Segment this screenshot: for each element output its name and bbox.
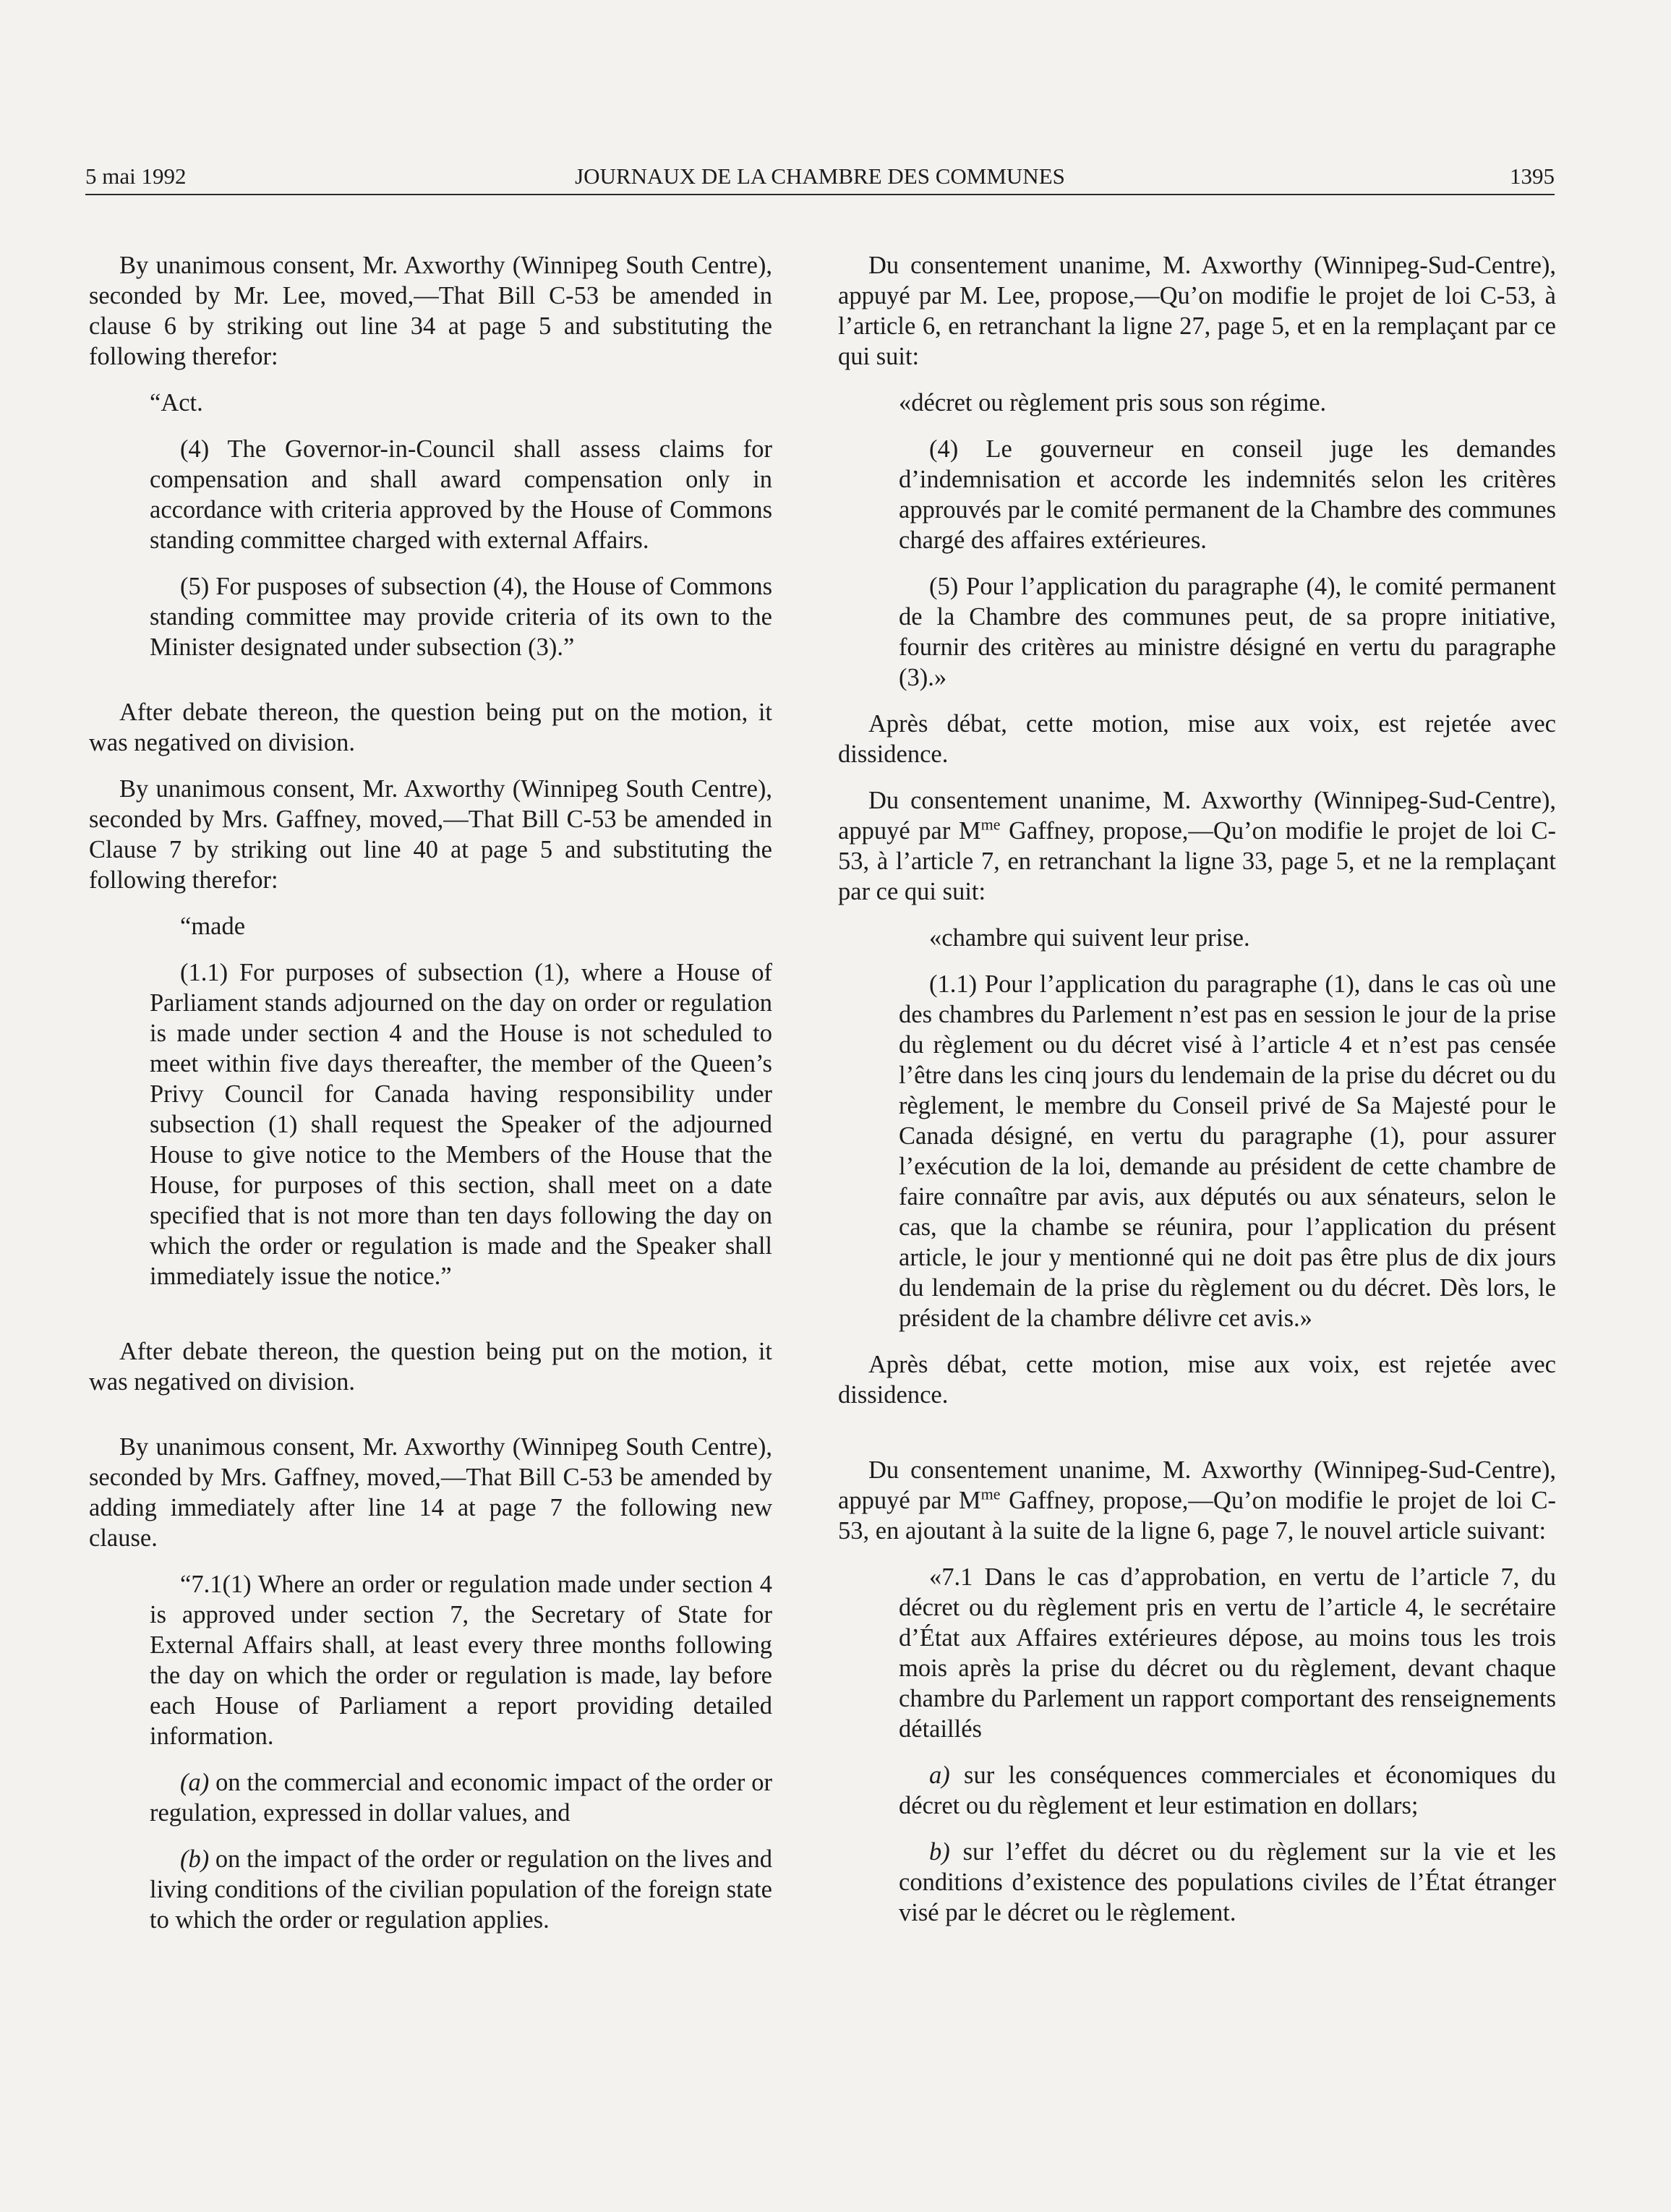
motion-2-subsection-1-1-fr: (1.1) Pour l’application du paragraphe (1), dans le cas où une des chambres du Parlement n’est pas en session le jour de la prise du règlement ou du décret visé à l’article 4 et n’est pas censée l’être dans les cinq jours du lendemain de la prise du décret ou du règlement, le membre du Conseil privé de Sa Majesté pour le Canada désigné, en vertu du paragraphe (1), pour assurer l’exécution de la loi, demande au président de cette chambre de faire connaître par avis, aux députés ou aux sénateurs, selon le cas, que la chambe se réunira, pour l’application du présent article, le jour y mentionné qui ne doit pas être plus de dix jours du lendemain de la prise du règlement ou du décret. Dès lors, le président de la chambre délivre cet avis.» — [899, 970, 1556, 1332]
header-date: 5 mai 1992 — [85, 163, 187, 189]
motion-2-quote-start: “made — [180, 913, 246, 940]
motion-3-paragraph-a-fr: a) sur les conséquences commerciales et économiques du décret ou du règlement et leur estimation en dollars; — [899, 1762, 1556, 1819]
motion-3-clause-fr: «7.1 Dans le cas d’approbation, en vertu de l’article 7, du décret ou du règlement pris en vertu de l’article 4, le secrétaire d’État aux Affaires extérieures dépose, au moins tous les trois mois après la prise du décret ou du règlement, devant chaque chambre du Parlement un rapport comportant des renseignements détaillés — [899, 1563, 1556, 1743]
header-title: JOURNAUX DE LA CHAMBRE DES COMMUNES — [575, 163, 1065, 189]
motion-3-intro: By unanimous consent, Mr. Axworthy (Winnipeg South Centre), seconded by Mrs. Gaffney, moved,—That Bill C-53 be amended by adding immediately after line 14 at page 7 the following new clause. — [89, 1433, 772, 1552]
motion-3-intro-fr: Du consentement unanime, M. Axworthy (Winnipeg-Sud-Centre), appuyé par $M^{me}$ Gaffney, propose,—Qu’on modifie le projet de loi C-53, en ajoutant à la suite de la ligne 6, page 7, le nouvel article suivant: — [838, 1456, 1556, 1545]
page-number: 1395 — [1510, 163, 1555, 189]
motion-2-subsection-1-1: (1.1) For purposes of subsection (1), where a House of Parliament stands adjourned on the day on order or regulation is made under section 4 and the House is not scheduled to meet within five days thereafter, the member of the Queen’s Privy Council for Canada having responsibility under subsection (1) shall request the Speaker of the adjourned House to give notice to the Members of the House that the House, for purposes of this section, shall meet on a date specified that is not more than ten days following the day on which the order or regulation is made and the Speaker shall immediately issue the notice.” — [150, 959, 772, 1290]
motion-3-paragraph-b: (b) on the impact of the order or regulation on the lives and living conditions of the civilian population of the foreign state to which the order or regulation applies. — [150, 1845, 772, 1934]
motion-1-quote-start: “Act. — [150, 389, 203, 417]
motion-1-subsection-5: (5) For pusposes of subsection (4), the House of Commons standing committee may provide criteria of its own to the Minister designated under subsection (3).” — [150, 573, 772, 661]
motion-1-subsection-4: (4) The Governor-in-Council shall assess claims for compensation and shall award compensation only in accordance with criteria approved by the House of Commons standing committee charged with external Affairs. — [150, 435, 772, 554]
motion-1-quote-start-fr: «décret ou règlement pris sous son régime. — [899, 389, 1327, 417]
header-rule — [85, 194, 1555, 195]
motion-3-clause: “7.1(1) Where an order or regulation made under section 4 is approved under section 7, the Secretary of State for External Affairs shall, at least every three months following the day on which the order or regulation is made, lay before each House of Parliament a report providing detailed information. — [150, 1571, 772, 1750]
motion-2-quote-start-fr: «chambre qui suivent leur prise. — [929, 924, 1250, 952]
running-header — [85, 162, 1555, 191]
motion-1-intro-fr: Du consentement unanime, M. Axworthy (Winnipeg-Sud-Centre), appuyé par M. Lee, propose,—Qu’on modifie le projet de loi C-53, à l’article 6, en retranchant la ligne 27, page 5, et en la remplaçant par ce qui suit: — [838, 252, 1556, 370]
motion-2-intro: By unanimous consent, Mr. Axworthy (Winnipeg South Centre), seconded by Mrs. Gaffney, moved,—That Bill C-53 be amended in Clause 7 by striking out line 40 at page 5 and substituting the following therefor: — [89, 775, 772, 894]
motion-1-subsection-5-fr: (5) Pour l’application du paragraphe (4), le comité permanent de la Chambre des communes peut, de sa propre initiative, fournir des critères au ministre désigné en vertu du paragraphe (3).» — [899, 573, 1556, 691]
motion-1-intro: By unanimous consent, Mr. Axworthy (Winnipeg South Centre), seconded by Mr. Lee, moved,—That Bill C-53 be amended in clause 6 by striking out line 34 at page 5 and substituting the following therefor: — [89, 252, 772, 370]
motion-2-intro-fr: Du consentement unanime, M. Axworthy (Winnipeg-Sud-Centre), appuyé par $M^{me}$ Gaffney, propose,—Qu’on modifie le projet de loi C-53, à l’article 7, en retranchant la ligne 33, page 5, et ne la remplaçant par ce qui suit: — [838, 787, 1556, 905]
motion-1-result: After debate thereon, the question being put on the motion, it was negatived on division. — [89, 699, 772, 756]
motion-1-subsection-4-fr: (4) Le gouverneur en conseil juge les demandes d’indemnisation et accorde les indemnités selon les critères approuvés par le comité permanent de la Chambre des communes chargé des affaires extérieures. — [899, 435, 1556, 554]
motion-1-result-fr: Après débat, cette motion, mise aux voix, est rejetée avec dissidence. — [838, 710, 1556, 768]
motion-2-result: After debate thereon, the question being put on the motion, it was negatived on division. — [89, 1338, 772, 1396]
motion-2-result-fr: Après débat, cette motion, mise aux voix, est rejetée avec dissidence. — [838, 1351, 1556, 1409]
motion-3-paragraph-b-fr: b) sur l’effet du décret ou du règlement sur la vie et les conditions d’existence des populations civiles de l’État étranger visé par le décret ou le règlement. — [899, 1838, 1556, 1926]
english-column — [89, 250, 772, 1951]
motion-3-paragraph-a: (a) on the commercial and economic impact of the order or regulation, expressed in dollar values, and — [150, 1769, 772, 1827]
french-column — [838, 250, 1556, 1944]
